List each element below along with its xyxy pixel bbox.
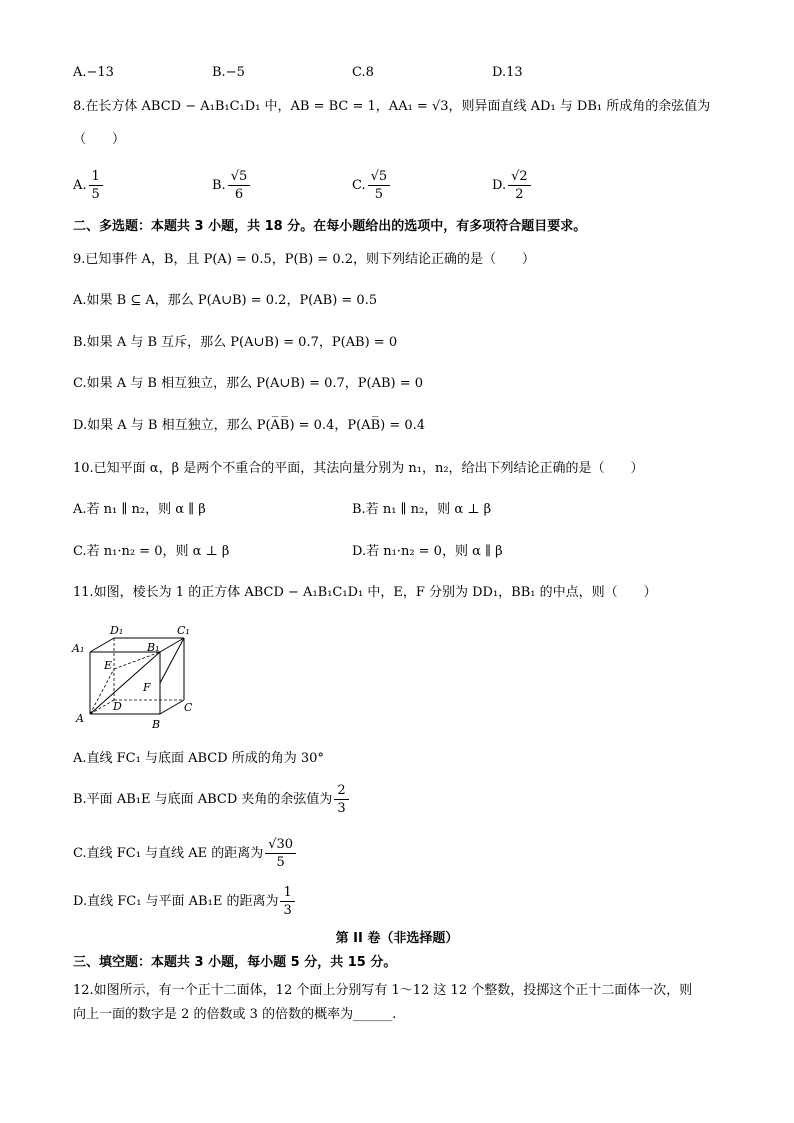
label-a: A — [76, 712, 84, 725]
edge-a1d1 — [90, 638, 114, 652]
q11-option-a: A.直线 FC₁ 与底面 ABCD 所成的角为 30° — [73, 751, 324, 766]
fraction — [368, 168, 391, 203]
label-c1: C₁ — [177, 624, 190, 637]
q10-option-d: D.若 n₁·n₂ = 0，则 α ∥ β — [352, 544, 503, 559]
option-label: A. — [73, 178, 87, 193]
section2-heading: 二、多选题：本题共 3 小题，共 18 分。在每小题给出的选项中，有多项符合题目要求。 — [73, 219, 587, 234]
sqrt-symbol: √ — [511, 169, 520, 184]
q11-option-d — [73, 884, 297, 919]
denominator: 5 — [276, 855, 285, 870]
label-a1: A₁ — [72, 642, 85, 655]
numerator: 1 — [89, 168, 103, 186]
numerator: 1 — [280, 884, 294, 902]
label-d: D — [113, 700, 122, 713]
option-label: B. — [212, 178, 226, 193]
fraction — [228, 168, 251, 203]
numerator: 2 — [334, 782, 348, 800]
denominator: 5 — [374, 187, 384, 202]
q10-option-b: B.若 n₁ ∥ n₂，则 α ⊥ β — [352, 502, 492, 517]
numerator: 5 — [238, 169, 248, 184]
denominator: 5 — [91, 187, 100, 202]
fraction — [265, 836, 296, 871]
option-label: D. — [492, 178, 507, 193]
label-f: F — [143, 681, 151, 694]
segment-ae — [90, 669, 114, 714]
q7-option-a: A.−13 — [73, 65, 114, 80]
q10-option-c: C.若 n₁·n₂ = 0，则 α ⊥ β — [73, 544, 230, 559]
q12-line2: 向上一面的数字是 2 的倍数或 3 的倍数的概率为______. — [73, 1007, 397, 1022]
fraction — [89, 168, 103, 203]
denominator: 3 — [283, 903, 292, 918]
cube-figure — [70, 622, 200, 734]
label-b: B — [152, 718, 161, 731]
sqrt-symbol: √ — [268, 837, 277, 852]
q8-option-b — [212, 168, 252, 203]
segment-eb1 — [114, 652, 160, 669]
q8-option-a — [73, 168, 105, 203]
denominator: 3 — [337, 801, 346, 816]
denominator: 2 — [515, 187, 524, 202]
q9-stem: 9.已知事件 A，B，且 P(A) = 0.5，P(B) = 0.2，则下列结论正确的是（ ） — [73, 252, 535, 267]
q9-option-b: B.如果 A 与 B 互斥，那么 P(A∪B) = 0.7，P(AB) = 0 — [73, 335, 398, 350]
q9-option-a: A.如果 B ⊆ A，那么 P(A∪B) = 0.2，P(AB) = 0.5 — [73, 293, 378, 308]
edge-bc — [160, 700, 184, 714]
denominator: 6 — [234, 187, 244, 202]
q11-option-b-text: B.平面 AB₁E 与底面 ABCD 夹角的余弦值为 — [73, 792, 333, 807]
label-b1: B₁ — [147, 641, 160, 654]
q9-option-c: C.如果 A 与 B 相互独立，那么 P(A∪B) = 0.7，P(AB) = 0 — [73, 376, 424, 391]
q11-option-c-text: C.直线 FC₁ 与直线 AE 的距离为 — [73, 846, 264, 861]
fraction — [508, 168, 531, 203]
q8-option-d — [492, 168, 533, 203]
part2-title: 第 II 卷（非选择题） — [335, 931, 459, 946]
q9-option-d: D.如果 A 与 B 相互独立，那么 P(A̅B̅) = 0.4，P(AB̅) = 0.4 — [73, 418, 426, 433]
numerator: 5 — [378, 169, 388, 184]
sqrt-symbol: √ — [230, 169, 239, 184]
fraction — [334, 782, 348, 817]
q7-option-d: D.13 — [492, 65, 523, 80]
section3-heading: 三、填空题：本题共 3 小题，每小题 5 分，共 15 分。 — [73, 955, 397, 970]
q11-stem: 11.如图，棱长为 1 的正方体 ABCD − A₁B₁C₁D₁ 中，E，F 分别为 DD₁，BB₁ 的中点，则（ ） — [73, 585, 657, 600]
label-c: C — [184, 701, 193, 714]
q11-option-c — [73, 836, 298, 871]
q10-option-a: A.若 n₁ ∥ n₂，则 α ∥ β — [73, 502, 206, 517]
q8-option-c — [352, 168, 392, 203]
q11-option-b — [73, 782, 351, 817]
q8-paren: （ ） — [73, 132, 126, 147]
q11-option-d-text: D.直线 FC₁ 与平面 AB₁E 的距离为 — [73, 894, 279, 909]
q8-stem: 8.在长方体 ABCD − A₁B₁C₁D₁ 中，AB = BC = 1，AA₁ = √3，则异面直线 AD₁ 与 DB₁ 所成角的余弦值为 — [73, 99, 711, 114]
label-e: E — [104, 659, 113, 672]
q7-option-b: B.−5 — [212, 65, 245, 80]
fraction — [280, 884, 294, 919]
numerator: 30 — [276, 837, 294, 852]
sqrt-symbol: √ — [370, 169, 379, 184]
q7-option-c: C.8 — [352, 65, 374, 80]
q10-stem: 10.已知平面 α，β 是两个不重合的平面，其法向量分别为 n₁，n₂，给出下列结论正确的是（ ） — [73, 461, 644, 476]
q12-line1: 12.如图所示，有一个正十二面体，12 个面上分别写有 1～12 这 12 个整数，投掷这个正十二面体一次，则 — [73, 983, 693, 998]
label-d1: D₁ — [110, 624, 124, 637]
numerator: 2 — [519, 169, 528, 184]
option-label: C. — [352, 178, 366, 193]
